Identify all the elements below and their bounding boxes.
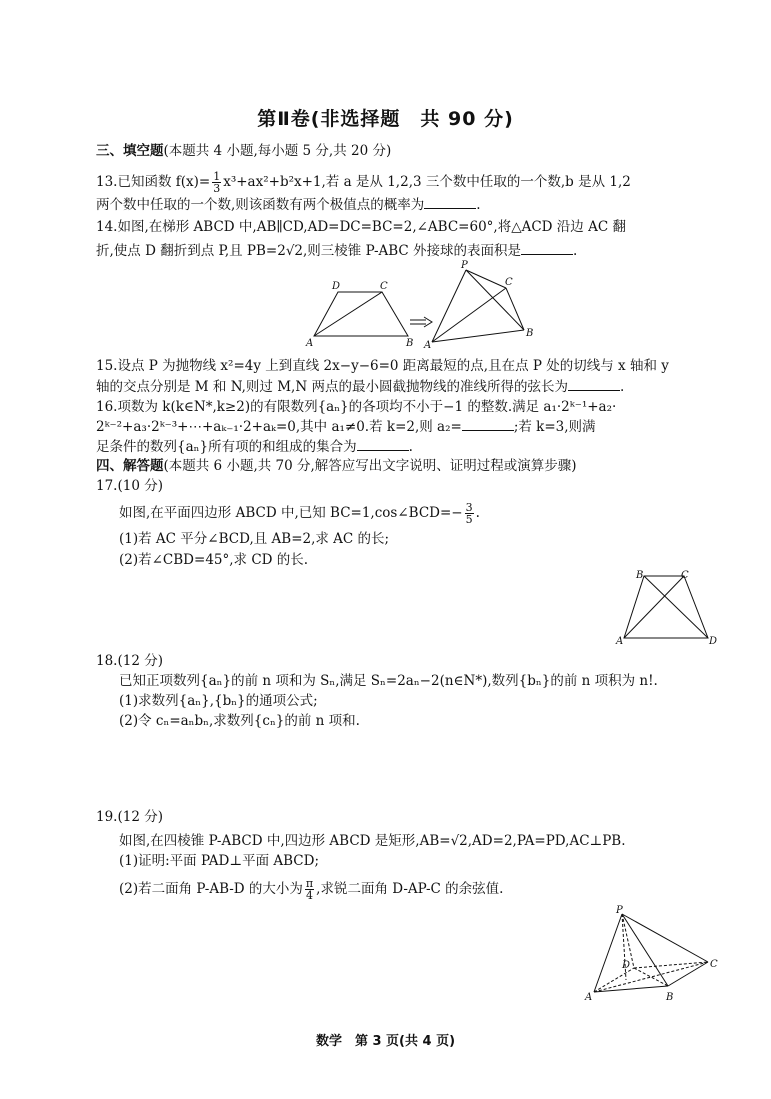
q17-part1: (1)若 AC 平分∠BCD,且 AB=2,求 AC 的长; (119, 531, 390, 547)
fraction-one-third: $\frac{1}{3}$ (213, 170, 221, 195)
svg-text:C: C (380, 281, 388, 292)
svg-text:B: B (406, 338, 414, 349)
answer-blank (424, 196, 476, 209)
svg-text:C: C (681, 570, 689, 581)
svg-text:A: A (585, 992, 593, 1003)
section-note: (本题共 6 小题,共 70 分,解答应写出文字说明、证明过程或演算步骤) (163, 458, 577, 474)
section-fill-blank-header (96, 142, 391, 160)
section-label: 三、填空题 (96, 143, 164, 159)
q14-figure (300, 258, 540, 350)
answer-blank (568, 378, 620, 391)
q19-part2: (2)若二面角 P-AB-D 的大小为 $\frac{\pi}{4}$ ,求锐二面角 D-AP-C 的余弦值. (119, 877, 504, 902)
section-label: 四、解答题 (96, 458, 164, 474)
q19-line1: 如图,在四棱锥 P-ABCD 中,四边形 ABCD 是矩形,AB=√2,AD=2,PA=PD,AC⊥PB. (119, 833, 626, 849)
arrow-icon (410, 317, 432, 327)
q16-line1: 16.项数为 k(k∈N*,k≥2)的有限数列{aₙ}的各项均不小于−1 的整数.满足 a₁·2ᵏ⁻¹+a₂· (96, 399, 617, 415)
q17-figure (612, 566, 722, 648)
q14-line1: 14.如图,在梯形 ABCD 中,AB∥CD,AD=DC=BC=2,∠ABC=60°,将△ACD 沿边 AC 翻 (96, 219, 626, 235)
q16-line2: 2ᵏ⁻²+a₃·2ᵏ⁻³+⋯+aₖ₋₁·2+aₖ=0,其中 a₁≠0.若 k=2,则 a₂= ;若 k=3,则满 (96, 419, 596, 435)
trapezoid-figure (305, 281, 413, 349)
q19-part1: (1)证明:平面 PAD⊥平面 ABCD; (119, 853, 319, 869)
fraction-three-fifths: $\frac{3}{5}$ (465, 501, 473, 526)
svg-text:P: P (461, 260, 468, 271)
q15-line1: 15.设点 P 为抛物线 x²=4y 上到直线 2x−y−6=0 距离最短的点,且在点 P 处的切线与 x 轴和 y (96, 358, 669, 374)
q19-pyramid-figure (582, 904, 722, 1008)
svg-text:C: C (710, 959, 718, 970)
q19-header: 19.(12 分) (96, 809, 163, 825)
answer-blank (521, 242, 573, 255)
answer-blank (462, 418, 514, 431)
svg-text:B: B (666, 992, 674, 1003)
q18-part2: (2)令 cₙ=aₙbₙ,求数列{cₙ}的前 n 项和. (119, 713, 360, 729)
section-note: (本题共 4 小题,每小题 5 分,共 20 分) (163, 143, 392, 159)
page-title: 第Ⅱ卷(非选择题 共 90 分) (257, 108, 514, 130)
svg-text:A: A (424, 340, 432, 350)
q17-part2: (2)若∠CBD=45°,求 CD 的长. (119, 552, 309, 568)
q15-line2: 轴的交点分别是 M 和 N,则过 M,N 两点的最小圆截抛物线的准线所得的弦长为 . (96, 379, 625, 395)
q18-line1: 已知正项数列{aₙ}的前 n 项和为 Sₙ,满足 Sₙ=2aₙ−2(n∈N*),数列{bₙ}的前 n 项积为 n!. (119, 673, 658, 689)
q18-part1: (1)求数列{aₙ},{bₙ}的通项公式; (119, 693, 318, 709)
svg-text:A: A (616, 636, 624, 647)
svg-text:D: D (622, 960, 631, 971)
answer-blank (357, 438, 409, 451)
q16-line3: 足条件的数列{aₙ}所有项的和组成的集合为 . (96, 439, 413, 455)
svg-text:C: C (505, 277, 513, 288)
svg-text:B: B (526, 328, 534, 339)
svg-text:B: B (636, 570, 644, 581)
fraction-pi-over-four: $\frac{\pi}{4}$ (305, 877, 314, 902)
q13-line2: 两个数中任取的一个数,则该函数有两个极值点的概率为 . (96, 197, 481, 213)
q14-line2: 折,使点 D 翻折到点 P,且 PB=2√2,则三棱锥 P-ABC 外接球的表面积是 . (96, 243, 578, 259)
folded-pyramid-figure (423, 260, 533, 350)
q13-line1: 13.已知函数 f(x)= $\frac{1}{3}$ x³+ax²+b²x+1,若 a 是从 1,2,3 三个数中任取的一个数,b 是从 1,2 (96, 170, 631, 195)
q17-header: 17.(10 分) (96, 478, 163, 494)
q18-header: 18.(12 分) (96, 653, 163, 669)
q17-line1: 如图,在平面四边形 ABCD 中,已知 BC=1,cos∠BCD=− $\frac{3}{5}$ . (119, 501, 480, 526)
svg-text:D: D (332, 281, 341, 292)
section-answer-header (96, 457, 577, 475)
page-footer: 数学 第 3 页(共 4 页) (315, 1034, 456, 1049)
svg-text:P: P (616, 905, 623, 916)
svg-text:A: A (306, 338, 314, 349)
svg-text:D: D (709, 636, 718, 647)
